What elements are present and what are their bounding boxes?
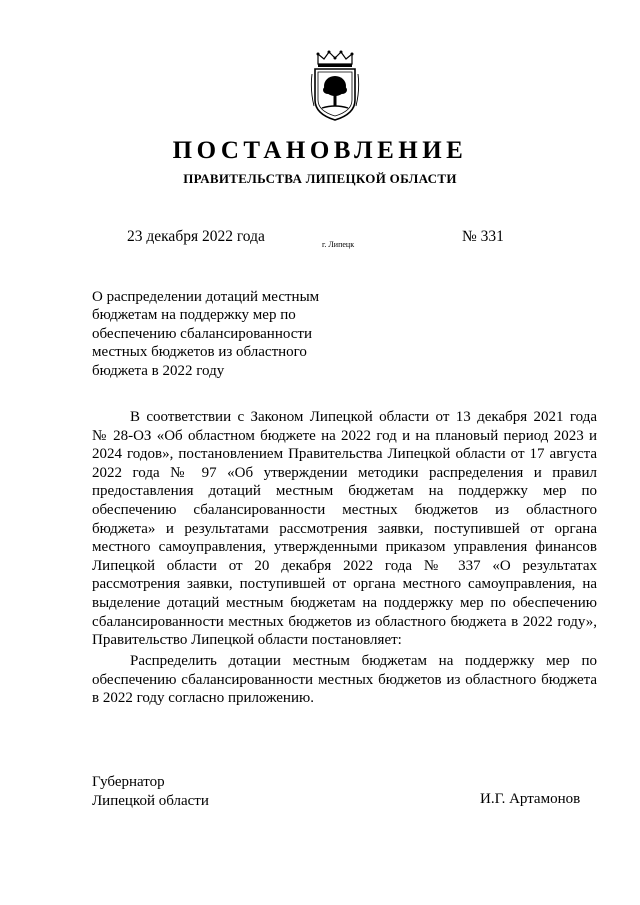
lipetsk-coat-of-arms-icon: [310, 50, 360, 122]
document-date: 23 декабря 2022 года: [127, 228, 265, 245]
paragraph-line: Липецкой области от 20 декабря 2022 года № 337 «О результатах: [92, 557, 597, 574]
signer-position-line: Губернатор: [92, 774, 165, 790]
subject-line: местных бюджетов из областного: [92, 344, 307, 361]
document-subject: [92, 288, 352, 380]
signer-name: И.Г. Артамонов: [480, 791, 581, 807]
preamble-paragraph: [92, 408, 597, 650]
signer-position-line: Липецкой области: [92, 792, 209, 809]
subject-line: бюджета в 2022 году: [92, 362, 225, 379]
paragraph-line: рассмотрения заявки, поступившей от органа местного самоуправления, на: [92, 576, 597, 593]
document-city: г. Липецк: [322, 240, 355, 249]
resolution-paragraph: [92, 652, 597, 708]
paragraph-line: в 2022 году согласно приложению.: [92, 690, 314, 707]
subject-line: бюджетам на поддержку мер по: [92, 307, 296, 324]
paragraph-line: обеспечению сбалансированности местных бюджетов из областного бюджета: [92, 671, 597, 688]
paragraph-line: бюджета» и результатами рассмотрения заявки, поступившей от органа: [92, 520, 597, 537]
document-subtitle: ПРАВИТЕЛЬСТВА ЛИПЕЦКОЙ ОБЛАСТИ: [183, 171, 457, 186]
paragraph-line: 2022 года № 97 «Об утверждении методики распределения и правил: [92, 464, 597, 481]
subject-line: О распределении дотаций местным: [92, 289, 320, 305]
paragraph-line: 2024 годов», постановлением Правительства Липецкой области от 17 августа: [92, 446, 597, 463]
paragraph-line: местного самоуправления, утвержденными приказом управления финансов: [92, 539, 597, 556]
paragraph-line: предоставления дотаций местным бюджетам на поддержку мер по: [92, 483, 597, 500]
paragraph-line: сбалансированности местных бюджетов из областного бюджета в 2022 году»,: [92, 613, 597, 630]
paragraph-line: обеспечению сбалансированности местных бюджетов из областного: [92, 501, 597, 518]
paragraph-line: Правительство Липецкой области постановляет:: [92, 632, 402, 649]
document-title: ПОСТАНОВЛЕНИЕ: [172, 137, 468, 164]
subject-line: обеспечению сбалансированности: [92, 325, 312, 342]
paragraph-line: № 28-ОЗ «Об областном бюджете на 2022 год и на плановый период 2023 и: [92, 427, 597, 444]
paragraph-line: В соответствии с Законом Липецкой области от 13 декабря 2021 года: [130, 409, 597, 425]
paragraph-line: выделение дотаций местным бюджетам на поддержку мер по обеспечению: [92, 594, 597, 611]
paragraph-line: Распределить дотации местным бюджетам на поддержку мер по: [130, 653, 597, 669]
signer-position: [92, 773, 209, 810]
document-number: № 331: [462, 228, 504, 245]
